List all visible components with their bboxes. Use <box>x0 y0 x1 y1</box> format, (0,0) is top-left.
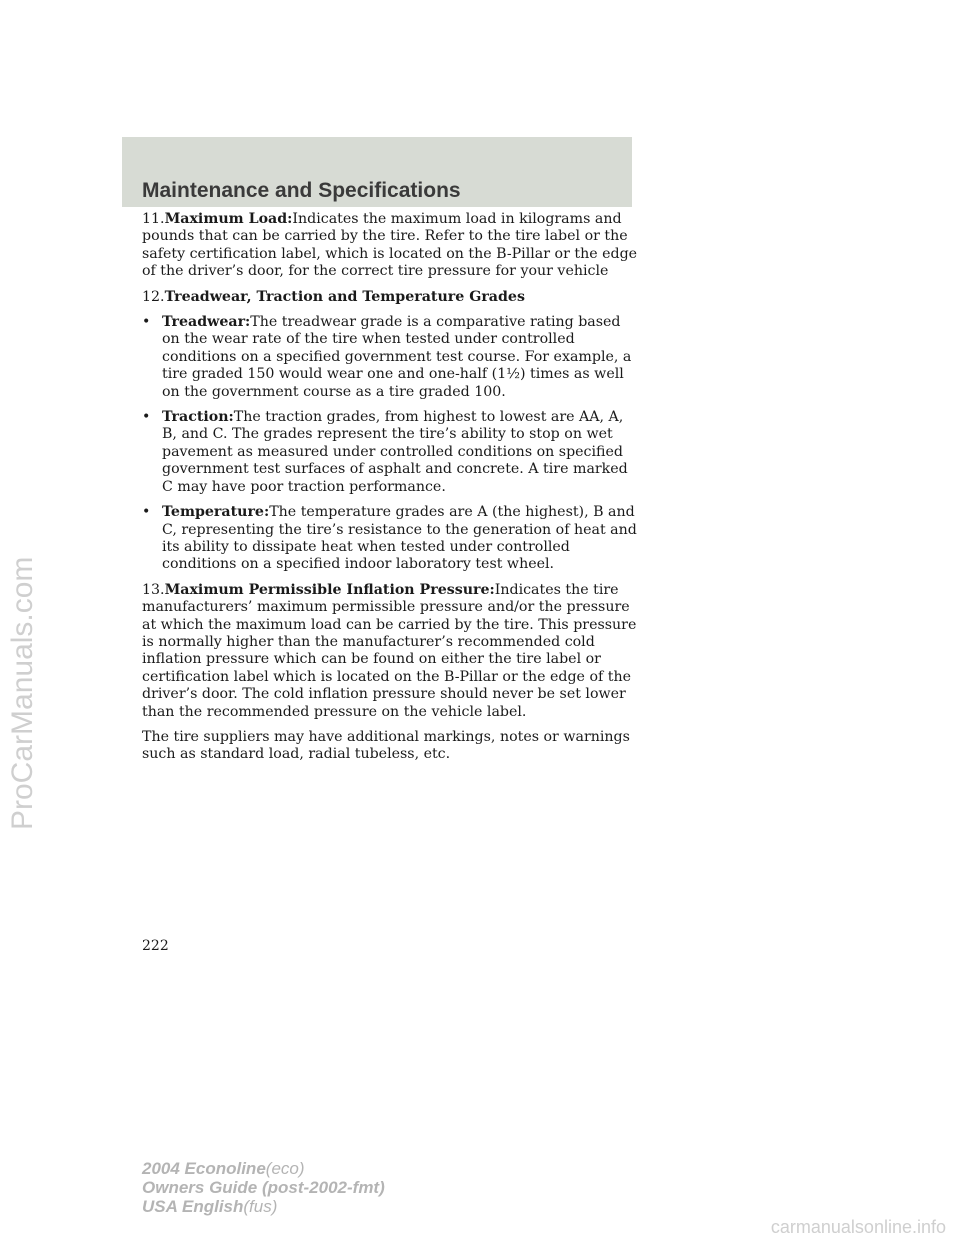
section-header <box>122 137 632 207</box>
item-11-label: Maximum Load: <box>164 211 293 227</box>
bullet-traction <box>142 409 642 496</box>
bullet-icon: • <box>142 409 151 426</box>
side-watermark <box>4 420 48 840</box>
watermark-text: ProCarManuals.com <box>6 556 39 830</box>
bullet-icon: • <box>142 314 151 331</box>
bullet-traction-label: Traction: <box>162 409 234 426</box>
item-13-label: Maximum Permissible Inflation Pressure: <box>164 581 495 598</box>
item-13-text: Indicates the tire manufacturers’ maximum permissible pressure and/or the pressure at which the maximum load can be carried by the tire. This pressure is normally higher than the manufacturer’s recommended cold inflation pressure which can be found on either the tire label or certification label which is located on the B-Pillar or the edge of the driver’s door. The cold inflation pressure should never be set lower than the recommended pressure on the vehicle label. <box>142 581 637 720</box>
bullet-traction-text: The traction grades, from highest to lowest are AA, A, B, and C. The grades represent the tire’s ability to stop on wet pavement as measured under controlled conditions on specified government test surfaces of asphalt and concrete. A tire marked C may have poor traction performance. <box>162 409 628 495</box>
page-content <box>142 211 642 772</box>
footer-line-2: Owners Guide (post-2002-fmt) <box>142 1178 385 1197</box>
bullet-treadwear-text: The treadwear grade is a comparative rating based on the wear rate of the tire when tested under controlled conditions on a specified government test course. For example, a tire graded 150 would wear one and one-half (1½) times as well on the government course as a tire graded 100. <box>162 314 632 400</box>
site-watermark: carmanualsonline.info <box>770 1217 946 1237</box>
bullet-treadwear <box>142 314 642 401</box>
bullet-temperature-label: Temperature: <box>162 504 270 521</box>
footer-language-code: (fus) <box>243 1197 278 1216</box>
item-13-number: 13. <box>142 581 165 598</box>
item-12 <box>142 289 642 306</box>
bullet-temperature-text: The temperature grades are A (the highest), B and C, representing the tire’s resistance to the generation of heat and its ability to dissipate heat when tested under controlled conditions on a specified indoor laboratory test wheel. <box>162 504 637 573</box>
bullet-treadwear-label: Treadwear: <box>162 314 251 331</box>
item-12-number: 12. <box>142 288 165 305</box>
item-11-text: Indicates the maximum load in kilograms and pounds that can be carried by the tire. Refer to the tire label or the safety certification label, which is located on the B-Pillar or the edge of the driver’s door, for the correct tire pressure for your vehicle <box>142 211 638 280</box>
bullet-temperature <box>142 504 642 574</box>
page-number: 222 <box>142 938 169 954</box>
footer-model: 2004 Econoline <box>142 1159 266 1178</box>
item-12-label: Treadwear, Traction and Temperature Grades <box>164 288 525 305</box>
section-title: Maintenance and Specifications <box>142 179 461 202</box>
footer-line-3 <box>142 1197 385 1216</box>
document-footer <box>142 1159 385 1216</box>
footer-language: USA English <box>142 1197 244 1216</box>
item-13 <box>142 582 642 721</box>
closing-paragraph: The tire suppliers may have additional markings, notes or warnings such as standard load, radial tubeless, etc. <box>142 728 630 763</box>
footer-model-code: (eco) <box>265 1159 305 1178</box>
bullet-icon: • <box>142 504 151 521</box>
footer-line-1 <box>142 1159 385 1178</box>
item-11-number: 11. <box>142 211 165 227</box>
item-11 <box>142 211 642 281</box>
